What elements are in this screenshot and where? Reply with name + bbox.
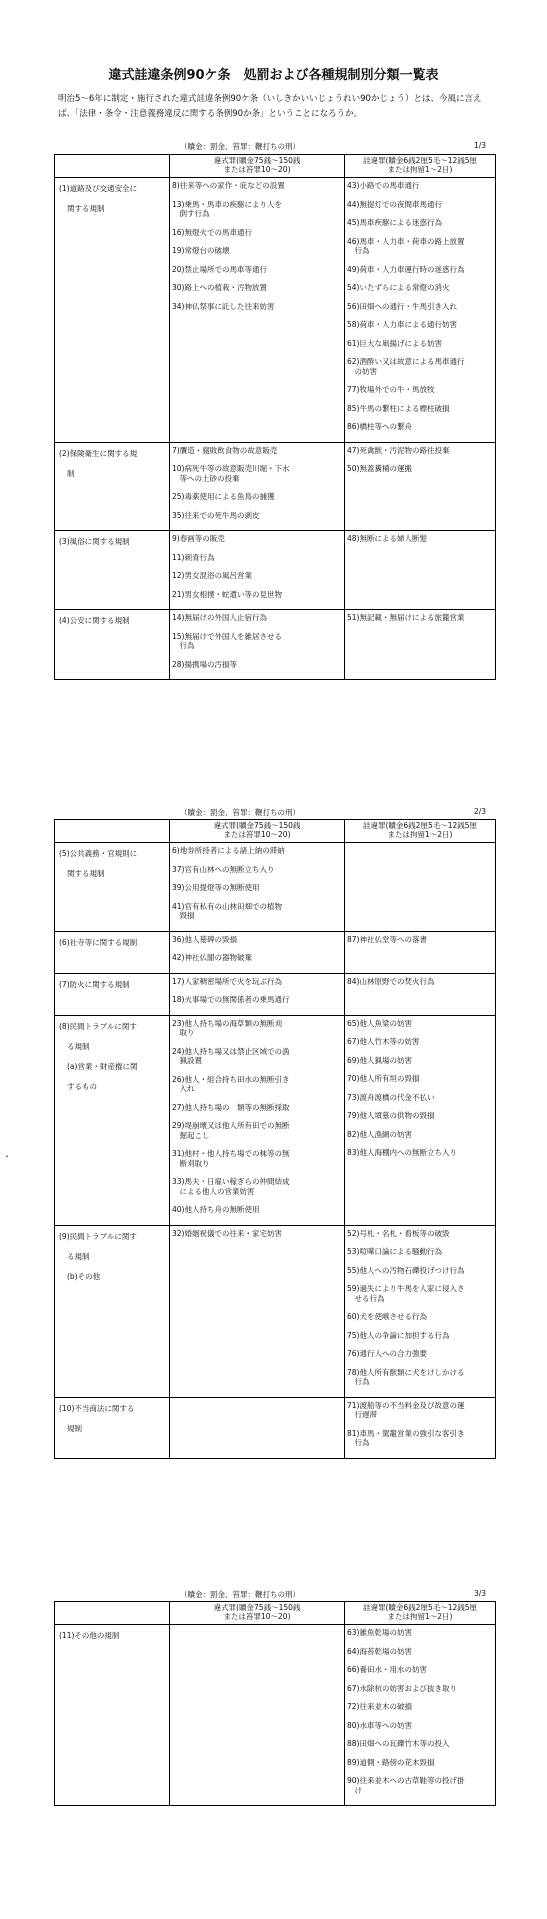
article-item: 48)無断による婦人断髪: [347, 534, 427, 543]
document-title: 違式詿違条例90ケ条 処罰および各種規制別分類一覧表: [108, 68, 439, 83]
header-row: [55, 1602, 496, 1625]
article-item: 78)他人所有獣類に犬をけしかける 行為: [347, 1367, 465, 1386]
category-label: 関する規制: [67, 204, 105, 213]
category-cell: [55, 442, 170, 531]
article-item: 18)火事場での無関係者の乗馬通行: [172, 995, 290, 1004]
header-violation-b: 詿違罪(贖金6銭2厘5毛〜12銭5厘 または拘留1〜2日): [345, 820, 496, 843]
items-cell-b: [345, 531, 496, 610]
article-item: 55)他人への汚物石礫投げつけ行為: [347, 1265, 465, 1275]
article-item: 28)揚携場の汚損等: [172, 659, 237, 669]
article-item: 21)男女相撲・蛇遣い等の見世物: [172, 589, 282, 599]
article-item: 14)無届けの外国人止宿行為: [172, 613, 267, 622]
table-row: [55, 610, 496, 680]
items-cell-b: [345, 1397, 496, 1458]
table-row: [55, 178, 496, 443]
header-violation-a: 違式罪(贖金75銭〜150銭 または笞罪10〜20): [170, 1602, 345, 1625]
header-violation-a: 違式罪(贖金75銭〜150銭 または笞罪10〜20): [170, 155, 345, 178]
article-item: 40)他人持ち舟の無断使用: [172, 1205, 260, 1214]
category-label: (2)保険衛生に関する規: [59, 448, 138, 458]
article-item: 32)婚姻祝儀での往来・家宅妨害: [172, 1228, 282, 1238]
article-item: 86)橋柱等への繋舟: [347, 422, 412, 431]
article-item: 43)小路での馬車通行: [347, 181, 420, 190]
category-cell: [55, 843, 170, 932]
article-item: 67)他人竹木等の妨害: [347, 1037, 420, 1046]
category-label: (8)民間トラブルに関す: [59, 1021, 137, 1031]
items-cell-a: [170, 178, 345, 443]
article-item: 15)無届けで外国人を雑居させる 行為: [172, 631, 282, 650]
page-number: 3/3: [474, 1589, 487, 1598]
category-label: するもの: [67, 1081, 97, 1091]
table-row: [55, 931, 496, 973]
header-row: [55, 155, 496, 178]
article-item: 19)常燈台の破壊: [172, 246, 230, 255]
items-cell-a: [170, 1397, 345, 1458]
category-cell: [55, 931, 170, 973]
article-item: 11)刺青行為: [172, 552, 215, 562]
header-category: [55, 1602, 170, 1625]
article-item: 51)無記載・無届けによる旅籠営業: [347, 613, 465, 622]
table-row: [55, 973, 496, 1015]
category-label: (9)民間トラブルに関す: [59, 1231, 137, 1241]
article-item: 31)他村・他人持ち場での秣等の無 断刈取り: [172, 1149, 290, 1168]
article-item: 50)無蓋糞桶の運搬: [347, 464, 412, 473]
article-item: 45)馬車疾駆による迷惑行為: [347, 218, 442, 227]
article-item: 90)往来並木への古草鞋等の投げ掛 け: [347, 1776, 465, 1795]
article-item: 30)路上への植栽・汚物放置: [172, 283, 267, 292]
page-number: 2/3: [474, 807, 487, 816]
category-label: 関する規制: [67, 869, 105, 878]
legend-note: （贖金：罰金、笞罪：鞭打ちの刑）: [180, 808, 300, 817]
article-item: 60)犬を使嗾させる行為: [347, 1312, 427, 1321]
items-cell-a: [170, 1225, 345, 1397]
header-violation-b: 詿違罪(贖金6銭2厘5毛〜12銭5厘 または拘留1〜2日): [345, 1602, 496, 1625]
items-cell-b: [345, 178, 496, 443]
article-item: 64)海苔乾場の妨害: [347, 1646, 412, 1656]
regulation-table: [54, 819, 496, 1459]
table-row: [55, 531, 496, 610]
article-item: 79)他人墳墓の供物の毀損: [347, 1111, 435, 1120]
items-cell-b: [345, 843, 496, 932]
article-item: 47)死禽獣・汚泥物の路往投棄: [347, 445, 450, 455]
header-violation-b: 詿違罪(贖金6銭2厘5毛〜12銭5厘 または拘留1〜2日): [345, 155, 496, 178]
header-category: [55, 820, 170, 843]
article-item: 16)無燈火での馬車通行: [172, 227, 252, 237]
legend-note: （贖金：罰金、笞罪：鞭打ちの刑）: [180, 1590, 300, 1599]
article-item: 82)他人漁網の妨害: [347, 1129, 412, 1139]
table-row: [55, 843, 496, 932]
page-number: 1/3: [474, 141, 487, 150]
legend-note: （贖金：罰金、笞罪：鞭打ちの刑）: [180, 142, 300, 151]
article-item: 89)道側・路傍の花木毀損: [347, 1757, 435, 1767]
items-cell-b: [345, 931, 496, 973]
items-cell-a: [170, 1625, 345, 1806]
category-cell: [55, 178, 170, 443]
article-item: 53)喧嘩口論による騒動行為: [347, 1247, 442, 1256]
category-cell: [55, 610, 170, 680]
category-label: (a)営業・財産権に関: [67, 1061, 138, 1071]
category-label: (3)風俗に関する規制: [59, 537, 130, 546]
category-label: (7)防火に関する規制: [59, 979, 130, 989]
items-cell-a: [170, 442, 345, 531]
article-item: 80)水車等への妨害: [347, 1720, 412, 1730]
category-label: (5)公共義務・官規則に: [59, 849, 138, 858]
items-cell-a: [170, 843, 345, 932]
category-label: る規制: [67, 1041, 90, 1051]
article-item: 88)田畑への瓦礫竹木等の投入: [347, 1739, 450, 1748]
items-cell-b: [345, 1015, 496, 1225]
article-item: 75)他人の争論に加担する行為: [347, 1330, 450, 1340]
article-item: 76)通行人への合力強要: [347, 1349, 427, 1358]
article-item: 35)往来での死牛馬の剥皮: [172, 510, 260, 520]
article-item: 65)他人魚梁の妨害: [347, 1018, 412, 1028]
article-item: 27)他人持ち場の 類等の無断採取: [172, 1102, 290, 1112]
items-cell-b: [345, 442, 496, 531]
article-item: 17)人家稠密場所で火を玩ぶ行為: [172, 976, 282, 986]
article-item: 63)雑魚乾場の妨害: [347, 1628, 412, 1637]
article-item: 42)神社仏閣の器物破棄: [172, 953, 252, 962]
article-item: 62)酒酔い又は故意による馬車通行 の妨害: [347, 357, 465, 376]
header-row: [55, 820, 496, 843]
category-label: 制: [67, 468, 75, 478]
article-item: 24)他人持ち場又は禁止区域での漁 猟設置: [172, 1046, 290, 1065]
article-item: 77)牧場外での牛・馬放牧: [347, 385, 435, 394]
article-item: 58)荷車・人力車による通行妨害: [347, 320, 457, 329]
article-item: 41)官有私有の山林田畑での植物 毀損: [172, 901, 282, 920]
header-violation-a: 違式罪(贖金75銭〜150銭 または笞罪10〜20): [170, 820, 345, 843]
category-cell: [55, 531, 170, 610]
article-item: 61)巨大な凧揚げによる妨害: [347, 338, 442, 348]
items-cell-b: [345, 973, 496, 1015]
category-label: (1)道路及び交通安全に: [59, 184, 138, 193]
article-item: 46)馬車・人力車・荷車の路上放置 行為: [347, 236, 465, 255]
items-cell-a: [170, 973, 345, 1015]
article-item: 7)贋造・腐敗飲食物の故意販売: [172, 445, 278, 455]
items-cell-a: [170, 1015, 345, 1225]
article-item: 37)官有山林への無断立ち入り: [172, 864, 275, 874]
article-item: 52)号札・名札・看板等の破毀: [347, 1228, 450, 1238]
article-item: 87)神社仏堂等への落書: [347, 934, 427, 944]
article-item: 33)馬夫・日雇い稼ぎらの仲間結成 による他人の営業妨害: [172, 1177, 290, 1196]
category-cell: [55, 1225, 170, 1397]
article-item: 49)荷車・人力車運行時の迷惑行為: [347, 264, 465, 274]
article-item: 59)過失により牛馬を人家に侵入さ せる行為: [347, 1284, 465, 1303]
article-item: 9)春画等の販売: [172, 534, 225, 543]
article-item: 8)往来等への家作・庇などの設置: [172, 181, 285, 190]
table-row: [55, 1397, 496, 1458]
article-item: 23)他人持ち場の海草類の無断刈 取り: [172, 1018, 282, 1037]
article-item: 44)無提灯での夜間車馬通行: [347, 199, 442, 209]
article-item: 39)公用提燈等の無断使用: [172, 883, 260, 892]
table-row: [55, 1015, 496, 1225]
article-item: 6)地券所持者による諸上納の滞納: [172, 846, 285, 855]
article-item: 36)他人墓碑の毀損: [172, 934, 237, 944]
header-category: [55, 155, 170, 178]
category-label: (b)その他: [67, 1271, 101, 1281]
article-item: 67)水除杭の妨害および抜き取り: [347, 1683, 457, 1693]
table-row: [55, 1225, 496, 1397]
items-cell-a: [170, 610, 345, 680]
category-label: (11)その他の規制: [59, 1631, 120, 1640]
article-item: 85)牛馬の繋柱による標柱破損: [347, 403, 450, 413]
intro-paragraph: 明治5〜6年に制定・施行された違式詿違条例90ケ条（いしきかいいじょうれい90かじょう）とは、今風に言えば、「法律・条令・注意義務違反に関する条例90か条」ということになろうか。: [58, 94, 482, 119]
article-item: 84)山林原野での焚火行為: [347, 976, 435, 986]
table-row: [55, 442, 496, 531]
article-item: 81)車馬・駕籠営業の強引な客引き 行為: [347, 1428, 465, 1447]
article-item: 72)往来並木の破損: [347, 1702, 412, 1711]
article-item: 83)他人海棚内への無断立ち入り: [347, 1148, 457, 1157]
category-cell: [55, 1015, 170, 1225]
article-item: 26)他人・組合持ち田水の無断引き 入れ: [172, 1074, 290, 1093]
article-item: 73)渡舟渡橋の代金不払い: [347, 1092, 435, 1102]
stray-mark: ・: [3, 1152, 11, 1161]
article-item: 10)病死牛等の故意販売川堀・下水 等への土砂の投棄: [172, 464, 290, 483]
items-cell-a: [170, 531, 345, 610]
article-item: 25)毒薬使用による魚鳥の捕獲: [172, 492, 275, 501]
category-cell: [55, 1397, 170, 1458]
article-item: 69)他人猟場の妨害: [347, 1055, 412, 1065]
article-item: 34)神仏祭事に託した往来妨害: [172, 301, 275, 311]
regulation-table: [54, 1601, 496, 1806]
category-label: る規制: [67, 1251, 90, 1261]
category-cell: [55, 973, 170, 1015]
category-label: (10)不当商法に関する: [59, 1403, 135, 1413]
items-cell-b: [345, 1225, 496, 1397]
table-row: [55, 1625, 496, 1806]
category-cell: [55, 1625, 170, 1806]
article-item: 13)乗馬・馬車の疾駆により人を 倒す行為: [172, 199, 282, 218]
article-item: 56)田畑への通行・牛馬引き入れ: [347, 301, 457, 311]
items-cell-a: [170, 931, 345, 973]
category-label: 規制: [67, 1423, 82, 1433]
article-item: 71)渡船等の不当料金及び故意の運 行遅滞: [347, 1400, 465, 1419]
article-item: 29)堤崩壊又は他人所有田での無断 掘起こし: [172, 1121, 290, 1140]
category-label: (6)社寺等に関する規制: [59, 937, 138, 947]
category-label: (4)公安に関する規制: [59, 616, 130, 625]
article-item: 66)養田水・用水の妨害: [347, 1665, 427, 1674]
items-cell-b: [345, 610, 496, 680]
regulation-table: [54, 154, 496, 680]
article-item: 54)いたずらによる常燈の消火: [347, 283, 450, 292]
article-item: 70)他人所有垣の毀損: [347, 1074, 420, 1083]
article-item: 20)禁止場所での馬車等通行: [172, 264, 267, 274]
article-item: 12)男女混浴の風呂営業: [172, 571, 252, 580]
items-cell-b: [345, 1625, 496, 1806]
